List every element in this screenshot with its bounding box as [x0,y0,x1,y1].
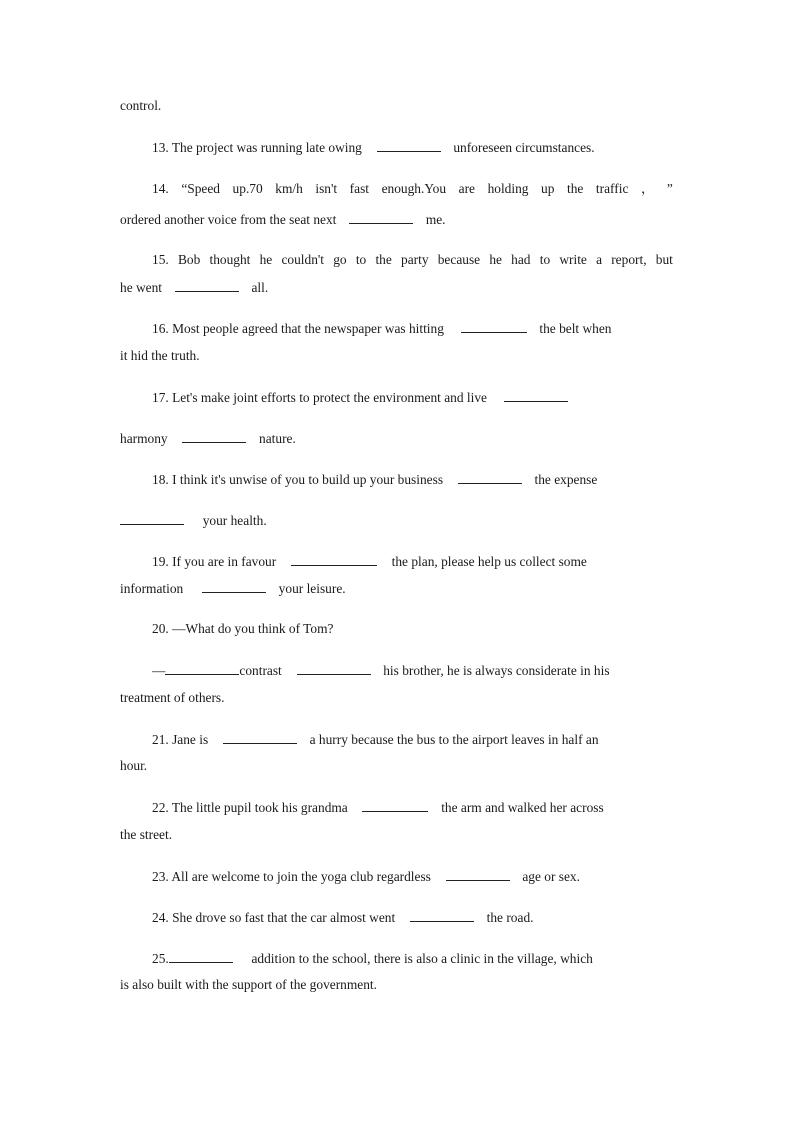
question-19-line-1: 19. If you are in favour the plan, please help us collect some [152,554,587,569]
word: up.70 [232,181,263,196]
answer-blank-14[interactable] [349,211,413,224]
word: 15. [152,252,169,267]
question-21-line-2: hour. [120,758,148,773]
word: the [567,181,584,196]
word: isn't [315,181,338,196]
answer-blank-20b[interactable] [297,662,371,675]
word: enough.You [381,181,447,196]
answer-blank-19b[interactable] [202,580,266,593]
answer-blank-16[interactable] [461,320,527,333]
question-22-line-2: the street. [120,827,173,842]
word: Bob [177,252,201,267]
word: the [375,252,392,267]
word: thought [209,252,251,267]
word: ” [666,181,673,196]
word: 14. [152,181,169,196]
word: write [559,252,587,267]
question-15-line-2: he went all. [120,280,269,295]
question-25-line-2: is also built with the support of the government. [120,977,377,992]
question-14-line-2: ordered another voice from the seat next me. [120,212,446,227]
word: because [437,252,481,267]
question-14-line-1 [152,181,673,197]
answer-blank-21[interactable] [223,731,297,744]
question-25-line-1: 25. addition to the school, there is also a clinic in the village, which [152,951,593,966]
word: had [511,252,531,267]
question-18-line-2: your health. [120,512,673,529]
answer-blank-13[interactable] [377,139,441,152]
question-16-line-2: it hid the truth. [120,348,200,363]
word: holding [487,181,529,196]
answer-blank-15[interactable] [175,279,239,292]
question-20-line-1: 20. —What do you think of Tom? [152,621,334,636]
question-24: 24. She drove so fast that the car almost went the road. [152,910,534,925]
answer-blank-20a[interactable] [165,662,239,675]
word: to [355,252,367,267]
question-13: 13. The project was running late owing unforeseen circumstances. [152,140,595,155]
question-17-line-2: harmony nature. [120,431,296,446]
answer-blank-18b[interactable] [120,512,184,525]
word: he [489,252,502,267]
word: fast [349,181,370,196]
word: go [333,252,347,267]
answer-blank-23[interactable] [446,868,510,881]
question-17-line-1: 17. Let's make joint efforts to protect the environment and live [152,389,673,406]
word: report, [611,252,647,267]
word: traffic [595,181,629,196]
answer-blank-25[interactable] [169,950,233,963]
question-22-line-1: 22. The little pupil took his grandma the arm and walked her across [152,800,604,815]
q12-tail: control. [120,98,162,113]
question-20-line-2: — contrast his brother, he is always considerate in his [152,663,610,678]
answer-blank-17b[interactable] [182,430,246,443]
word: he [259,252,273,267]
question-21-line-1: 21. Jane is a hurry because the bus to the airport leaves in half an [152,732,599,747]
word: but [655,252,673,267]
word: “Speed [181,181,220,196]
answer-blank-19a[interactable] [291,553,377,566]
question-16-line-1: 16. Most people agreed that the newspaper was hitting the belt when [152,321,612,336]
word: to [539,252,551,267]
answer-blank-24[interactable] [410,909,474,922]
word: couldn't [281,252,325,267]
question-19-line-2: information your leisure. [120,581,346,596]
word: ， [640,181,655,196]
question-20-line-3: treatment of others. [120,690,225,705]
question-23: 23. All are welcome to join the yoga club regardless age or sex. [152,869,580,884]
question-15-line-1 [152,252,673,268]
answer-blank-17a[interactable] [504,389,568,402]
word: km/h [275,181,303,196]
word: party [401,252,429,267]
answer-blank-22[interactable] [362,799,428,812]
word: a [596,252,603,267]
answer-blank-18a[interactable] [458,471,522,484]
word: up [541,181,555,196]
word: are [458,181,475,196]
question-18-line-1: 18. I think it's unwise of you to build up your business the expense [152,472,598,487]
